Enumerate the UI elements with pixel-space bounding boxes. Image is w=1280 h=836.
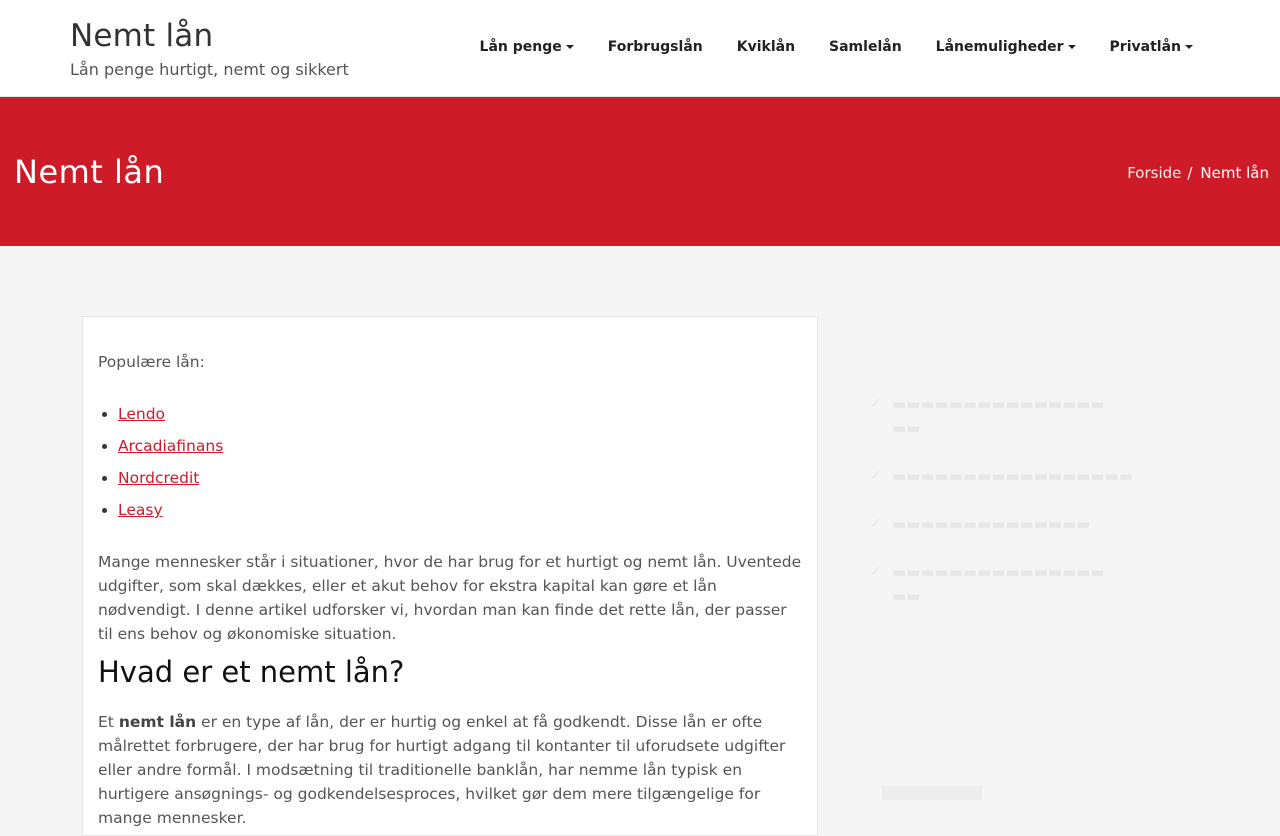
definition-paragraph: [98, 710, 802, 830]
loan-link-arcadiafinans[interactable]: Arcadiafinans: [118, 437, 224, 455]
sidebar-footer-placeholder: [882, 786, 982, 800]
popular-loans-list: [98, 398, 802, 526]
nav-item-samlelan[interactable]: [829, 36, 902, 58]
list-item: [118, 494, 802, 526]
sidebar-placeholder-line: ▬▬▬▬▬▬▬▬▬▬▬▬▬▬▬ ▬▬: [892, 395, 1105, 437]
nav-item-label: Lånemuligheder: [935, 39, 1064, 55]
sidebar-item: [870, 392, 1170, 440]
check-icon: ✓: [870, 396, 882, 412]
loan-link-leasy[interactable]: Leasy: [118, 501, 163, 519]
nav-item-label: Privatlån: [1109, 39, 1181, 55]
site-tagline: Lån penge hurtigt, nemt og sikkert: [70, 60, 349, 79]
breadcrumb-home-link[interactable]: Forside: [1127, 164, 1182, 182]
nav-item-lanemuligheder[interactable]: [936, 36, 1076, 58]
popular-loans-label: Populære lån:: [98, 353, 205, 371]
section-heading: Hvad er et nemt lån?: [98, 655, 405, 689]
site-title[interactable]: Nemt lån: [70, 18, 214, 54]
check-icon: ✓: [870, 564, 882, 580]
list-item: [118, 398, 802, 430]
caret-down-icon: [566, 45, 574, 49]
breadcrumb: [1127, 163, 1269, 183]
paragraph-prefix: Et: [98, 713, 119, 731]
check-icon: ✓: [870, 516, 882, 532]
nav-item-lan-penge[interactable]: [480, 36, 574, 58]
sidebar-item: [870, 512, 1170, 536]
nav-item-forbrugslan[interactable]: [608, 36, 703, 58]
check-icon: ✓: [870, 468, 882, 484]
breadcrumb-current: Nemt lån: [1200, 164, 1269, 182]
brand: [70, 16, 349, 80]
sidebar-placeholder-line: ▬▬▬▬▬▬▬▬▬▬▬▬▬▬: [892, 515, 1091, 533]
caret-down-icon: [1068, 45, 1076, 49]
loan-link-lendo[interactable]: Lendo: [118, 405, 166, 423]
nav-item-label: Forbrugslån: [607, 39, 703, 55]
loan-link-nordcredit[interactable]: Nordcredit: [118, 469, 200, 487]
nav-item-privatlan[interactable]: [1110, 36, 1193, 58]
breadcrumb-separator: /: [1187, 164, 1193, 182]
nav-item-kviklan[interactable]: [737, 36, 795, 58]
list-item: [118, 462, 802, 494]
nav-item-label: Kviklån: [736, 39, 796, 55]
sidebar-placeholder-line: ▬▬▬▬▬▬▬▬▬▬▬▬▬▬▬ ▬▬: [892, 563, 1105, 605]
page-title: Nemt lån: [14, 153, 165, 191]
caret-down-icon: [1185, 45, 1193, 49]
intro-paragraph: Mange mennesker står i situationer, hvor de har brug for et hurtigt og nemt lån. Uventede udgifter, som skal dækkes, eller et akut behov for ekstra kapital kan gøre et lån nødvendigt. I denne artikel udforsker vi, hvordan man kan finde det rette lån, der passer til ens behov og økonomiske situation.: [98, 553, 802, 643]
sidebar-item: [870, 464, 1170, 488]
list-item: [118, 430, 802, 462]
sidebar-placeholder-line: ▬▬▬▬▬▬▬▬▬▬▬▬▬▬▬▬▬: [892, 467, 1133, 485]
keyword-bold: nemt lån: [118, 713, 197, 731]
page-banner: [0, 97, 1280, 246]
nav-item-label: Samlelån: [829, 39, 902, 55]
nav-item-label: Lån penge: [479, 39, 562, 55]
main-nav: [480, 36, 1193, 58]
paragraph-text: er en type af lån, der er hurtig og enkel at få godkendt. Disse lån er ofte målrettet forbrugere, der har brug for hurtigt adgang til kontanter til uforudsete udgifter eller andre formål. I modsætning til traditionelle banklån, har nemme lån typisk en hurtigere ansøgnings- og godkendelsesproces, hvilket gør dem mere tilgængelige for mange mennesker.: [98, 713, 786, 827]
article-card: [82, 316, 818, 836]
site-header: [0, 0, 1280, 97]
sidebar-faded: [870, 392, 1170, 632]
sidebar-item: [870, 560, 1170, 608]
